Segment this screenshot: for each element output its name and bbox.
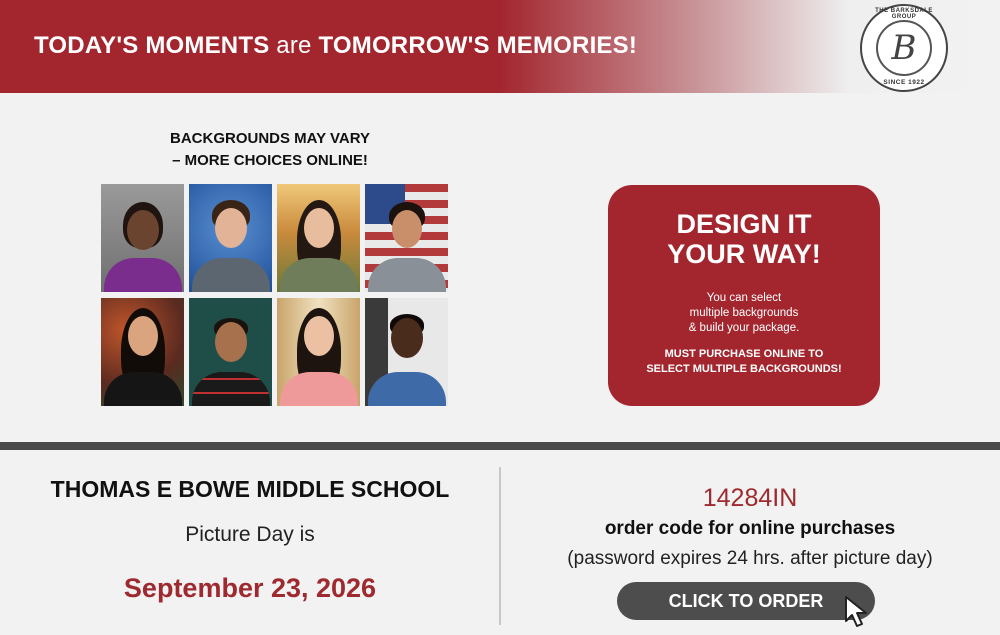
order-code-label: order code for online purchases bbox=[604, 518, 896, 539]
sample-photo-2 bbox=[189, 184, 272, 292]
design-note-line1: MUST PURCHASE ONLINE TO bbox=[664, 348, 824, 360]
mouse-pointer-icon bbox=[842, 595, 872, 629]
design-it-your-way-panel bbox=[608, 185, 880, 406]
click-to-order-button[interactable]: CLICK TO ORDER bbox=[617, 582, 875, 620]
header-banner bbox=[0, 0, 1000, 93]
design-text-line3: & build your package. bbox=[688, 322, 800, 334]
section-divider bbox=[0, 442, 1000, 450]
password-note: (password expires 24 hrs. after picture day) bbox=[567, 548, 933, 569]
barksdale-logo bbox=[860, 4, 948, 92]
picture-day-label: Picture Day is bbox=[185, 523, 315, 546]
picture-day-date: September 23, 2026 bbox=[123, 573, 377, 603]
logo-monogram: B bbox=[891, 28, 917, 68]
background-samples-grid bbox=[101, 184, 448, 406]
design-title bbox=[608, 209, 880, 269]
order-code: 14284IN bbox=[702, 484, 798, 512]
header-title-part1: TODAY'S MOMENTS bbox=[34, 32, 270, 59]
header-title-part3: TOMORROW'S MEMORIES! bbox=[318, 32, 638, 59]
design-title-line1: DESIGN IT bbox=[676, 209, 812, 239]
school-name: THOMAS E BOWE MIDDLE SCHOOL bbox=[50, 476, 450, 502]
sample-photo-7 bbox=[277, 298, 360, 406]
design-text-line2: multiple backgrounds bbox=[689, 307, 799, 319]
design-description bbox=[608, 291, 880, 336]
backgrounds-caption bbox=[100, 128, 440, 172]
sample-photo-1 bbox=[101, 184, 184, 292]
design-note bbox=[608, 347, 880, 377]
sample-photo-4 bbox=[365, 184, 448, 292]
backgrounds-caption-line2: – MORE CHOICES ONLINE! bbox=[172, 152, 368, 169]
sample-photo-8 bbox=[365, 298, 448, 406]
header-title bbox=[34, 32, 637, 60]
sample-photo-3 bbox=[277, 184, 360, 292]
logo-monogram-ring bbox=[876, 20, 932, 76]
backgrounds-caption-line1: BACKGROUNDS MAY VARY bbox=[169, 130, 371, 147]
design-note-line2: SELECT MULTIPLE BACKGROUNDS! bbox=[646, 363, 842, 375]
design-text-line1: You can select bbox=[706, 292, 782, 304]
design-title-line2: YOUR WAY! bbox=[667, 239, 821, 269]
logo-bottom-text: SINCE 1922 bbox=[883, 79, 925, 86]
header-title-part2: are bbox=[276, 32, 312, 59]
sample-photo-6 bbox=[189, 298, 272, 406]
logo-top-text: THE BARKSDALE GROUP bbox=[875, 8, 933, 20]
sample-photo-5 bbox=[101, 298, 184, 406]
